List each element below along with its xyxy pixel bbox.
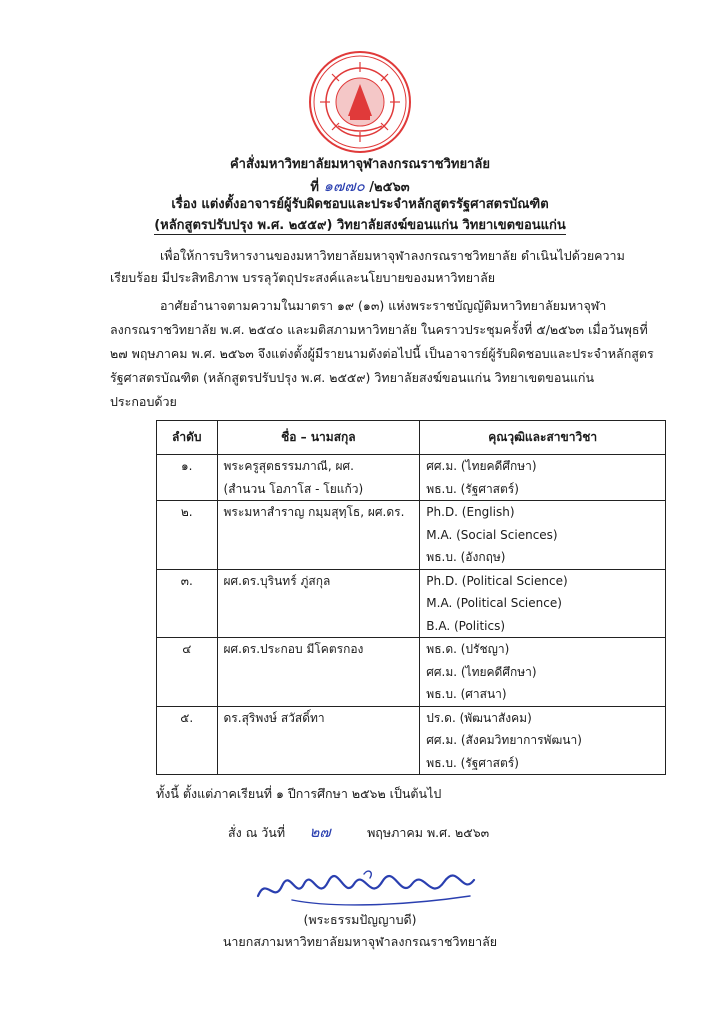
signer-position: นายกสภามหาวิทยาลัยมหาจุฬาลงกรณราชวิทยาลัย <box>222 934 498 949</box>
paragraph-2-line-1: อาศัยอำนาจตามความในมาตรา ๑๙ (๑๓) แห่งพระราชบัญญัติมหาวิทยาลัยมหาจุฬา <box>160 298 607 313</box>
row-qualification: ศศ.ม. (ไทยคดีศึกษา) <box>426 459 537 473</box>
paragraph-2-line-4: รัฐศาสตรบัณฑิต (หลักสูตรปรับปรุง พ.ศ. ๒๕๕๙) วิทยาลัยสงฆ์ขอนแก่น วิทยาเขตขอนแก่น <box>110 370 595 385</box>
header-qualifications: คุณวุฒิและสาขาวิชา <box>420 421 666 455</box>
row-qualification: M.A. (Political Science) <box>426 596 562 610</box>
order-date-day-handwritten: ๒๗ <box>309 823 331 841</box>
paragraph-2-line-5: ประกอบด้วย <box>110 394 177 409</box>
row-qualification: พธ.บ. (ศาสนา) <box>426 687 507 701</box>
row-qualification: Ph.D. (English) <box>426 505 515 519</box>
row-qualification: ปร.ด. (พัฒนาสังคม) <box>426 710 532 725</box>
table-row <box>157 706 666 775</box>
order-title: คำสั่งมหาวิทยาลัยมหาจุฬาลงกรณราชวิทยาลัย <box>229 157 491 172</box>
subject-line-1: เรื่อง แต่งตั้งอาจารย์ผู้รับผิดชอบและประจำหลักสูตรรัฐศาสตรบัณฑิต <box>171 197 549 212</box>
order-date <box>228 820 489 844</box>
staff-table <box>156 420 666 775</box>
row-name: ผศ.ดร.บุรินทร์ ภู่สกุล <box>223 573 331 588</box>
row-name: ดร.สุริพงษ์ สวัสดิ์ทา <box>223 710 325 725</box>
order-date-prefix: สั่ง ณ วันที่ <box>228 825 286 840</box>
effective-clause: ทั้งนี้ ตั้งแต่ภาคเรียนที่ ๑ ปีการศึกษา ๒๕๖๒ เป็นต้นไป <box>156 786 442 801</box>
row-qualification: ศศ.ม. (ไทยคดีศึกษา) <box>426 664 537 679</box>
subject-line-2 <box>0 214 720 235</box>
row-name: ผศ.ดร.ประกอบ มีโคตรกอง <box>223 642 364 656</box>
header-name: ชื่อ – นามสกุล <box>217 421 420 455</box>
paragraph-2-line-2: ลงกรณราชวิทยาลัย พ.ศ. ๒๕๔๐ และมติสภามหาวิทยาลัย ในคราวประชุมครั้งที่ ๕/๒๕๖๓ เมื่อวันพุธที่ <box>110 322 648 337</box>
row-qualification: B.A. (Politics) <box>426 618 506 633</box>
row-name: พระครูสุตธรรมภาณี, ผศ. <box>223 459 354 473</box>
row-number: ๑. <box>181 459 193 473</box>
order-number-handwritten: ๑๗๗๐ <box>323 177 365 195</box>
order-year: /๒๕๖๓ <box>369 180 410 195</box>
paragraph-1-line-1: เพื่อให้การบริหารงานของมหาวิทยาลัยมหาจุฬาลงกรณราชวิทยาลัย ดำเนินไปด้วยความ <box>160 248 625 263</box>
order-date-month-year: พฤษภาคม พ.ศ. ๒๕๖๓ <box>367 825 490 840</box>
table-row <box>157 455 666 501</box>
paragraph-2-line-3: ๒๗ พฤษภาคม พ.ศ. ๒๕๖๓ จึงแต่งตั้งผู้มีรายนามดังต่อไปนี้ เป็นอาจารย์ผู้รับผิดชอบและประจำหลักสูตร <box>110 346 654 361</box>
subject-line-2-text: (หลักสูตรปรับปรุง พ.ศ. ๒๕๕๙) วิทยาลัยสงฆ์ขอนแก่น วิทยาเขตขอนแก่น <box>154 218 566 233</box>
signature-image <box>252 866 482 910</box>
table-row <box>157 501 666 570</box>
row-number: ๒. <box>180 505 193 519</box>
signer-name: (พระธรรมปัญญาบดี) <box>303 912 417 927</box>
row-number: ๔ <box>182 642 192 656</box>
row-number: ๓. <box>180 573 193 588</box>
row-qualification: Ph.D. (Political Science) <box>426 573 568 588</box>
order-prefix: ที่ <box>310 180 319 195</box>
row-qualification: พธ.บ. (อังกฤษ) <box>426 550 506 564</box>
row-qualification: ศศ.ม. (สังคมวิทยาการพัฒนา) <box>426 733 582 747</box>
table-header-row <box>157 421 666 455</box>
row-name-secondary: (สำนวน โอภาโส - โยแก้ว) <box>223 481 364 496</box>
paragraph-1-line-2: เรียบร้อย มีประสิทธิภาพ บรรลุวัตถุประสงค์และนโยบายของมหาวิทยาลัย <box>110 270 496 285</box>
header-order: ลำดับ <box>157 421 218 455</box>
row-name: พระมหาสำราญ กมฺมสุทฺโธ, ผศ.ดร. <box>223 505 405 519</box>
university-seal <box>308 50 412 154</box>
table-row <box>157 638 666 707</box>
row-qualification: พธ.บ. (รัฐศาสตร์) <box>426 481 519 496</box>
table-row <box>157 569 666 638</box>
row-qualification: M.A. (Social Sciences) <box>426 527 558 542</box>
row-qualification: พธ.บ. (รัฐศาสตร์) <box>426 755 519 770</box>
row-number: ๕. <box>180 710 194 725</box>
row-qualification: พธ.ด. (ปรัชญา) <box>426 642 510 656</box>
